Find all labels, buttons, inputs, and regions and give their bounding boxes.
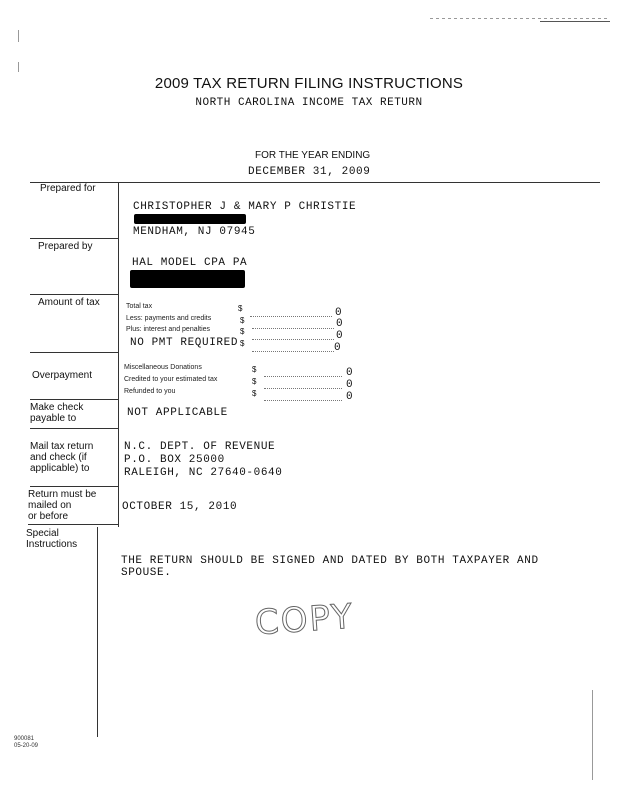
refunded-label: Refunded to you — [124, 388, 176, 395]
year-ending-date: DECEMBER 31, 2009 — [248, 166, 371, 178]
scan-artifact — [540, 21, 610, 22]
mail-to-label-line: Mail tax return — [30, 441, 94, 452]
total-tax-label: Total tax — [126, 303, 153, 310]
mail-to-label-line: applicable) to — [30, 463, 90, 474]
mail-by-label — [28, 489, 96, 522]
section-rule — [28, 524, 118, 525]
table-top-rule — [30, 182, 600, 183]
total-tax-leader — [250, 316, 332, 317]
make-check-label-line: payable to — [30, 413, 77, 424]
donations-currency: $ — [252, 365, 257, 374]
section-rule — [30, 352, 118, 353]
special-instructions-line: THE RETURN SHOULD BE SIGNED AND DATED BY BOTH TAXPAYER AND — [121, 555, 539, 567]
donations-value: 0 — [346, 367, 354, 379]
payments-credits-currency: $ — [240, 316, 245, 325]
payments-credits-label: Less: payments and credits — [126, 315, 212, 322]
form-code-line: 05-20-09 — [14, 743, 39, 749]
prepared-by-label: Prepared by — [38, 241, 93, 252]
no-payment-leader — [252, 351, 334, 352]
mail-by-label-line: Return must be — [28, 489, 97, 500]
prepared-for-label: Prepared for — [40, 183, 96, 194]
payments-credits-leader — [252, 328, 334, 329]
credited-estimated-leader — [264, 388, 342, 389]
table-column-divider-lower — [97, 527, 98, 737]
page-title: 2009 TAX RETURN FILING INSTRUCTIONS — [154, 75, 464, 92]
section-rule — [30, 238, 118, 239]
prepared-for-name: CHRISTOPHER J & MARY P CHRISTIE — [133, 201, 357, 213]
special-instructions-text — [121, 555, 539, 579]
total-tax-currency: $ — [238, 304, 243, 313]
interest-penalties-label: Plus: interest and penalties — [126, 326, 211, 333]
interest-penalties-leader — [252, 339, 334, 340]
interest-penalties-value: 0 — [336, 330, 344, 342]
overpayment-label: Overpayment — [32, 370, 93, 381]
form-code — [14, 736, 38, 750]
special-instructions-label — [26, 528, 77, 550]
table-column-divider — [118, 182, 119, 527]
no-payment-required: NO PMT REQUIRED — [130, 337, 239, 349]
copy-stamp: COPY — [253, 596, 356, 644]
redaction-bar — [130, 270, 245, 288]
payments-credits-value: 0 — [336, 318, 344, 330]
amount-of-tax-label: Amount of tax — [38, 297, 100, 308]
form-code-line: 900081 — [14, 736, 35, 742]
make-check-label-line: Make check — [30, 402, 84, 413]
special-instructions-label-line: Special — [26, 528, 59, 539]
mail-by-label-line: mailed on — [28, 500, 72, 511]
mail-to-address — [124, 441, 282, 480]
section-rule — [30, 399, 118, 400]
special-instructions-label-line: Instructions — [26, 539, 78, 550]
mail-to-address-line: N.C. DEPT. OF REVENUE — [124, 441, 276, 453]
year-ending-label: FOR THE YEAR ENDING — [255, 150, 371, 161]
make-check-label — [30, 402, 83, 424]
mail-to-label — [30, 441, 93, 474]
table-right-edge — [592, 690, 593, 780]
scan-artifact — [18, 30, 19, 42]
scan-artifact — [430, 18, 610, 19]
donations-leader — [264, 376, 342, 377]
redaction-bar — [134, 214, 246, 224]
donations-label: Miscellaneous Donations — [124, 364, 202, 371]
mail-to-address-line: P.O. BOX 25000 — [124, 454, 225, 466]
prepared-for-city: MENDHAM, NJ 07945 — [133, 226, 256, 238]
mail-by-label-line: or before — [28, 511, 69, 522]
no-payment-value: 0 — [334, 342, 342, 354]
make-check-value: NOT APPLICABLE — [127, 407, 228, 419]
mail-to-label-line: and check (if — [30, 452, 87, 463]
no-payment-currency: $ — [240, 339, 245, 348]
refunded-leader — [264, 400, 342, 401]
special-instructions-line: SPOUSE. — [121, 567, 172, 579]
mail-by-date: OCTOBER 15, 2010 — [122, 501, 238, 513]
total-tax-value: 0 — [335, 307, 343, 319]
section-rule — [30, 428, 118, 429]
section-rule — [30, 486, 118, 487]
mail-to-address-line: RALEIGH, NC 27640-0640 — [124, 467, 283, 479]
prepared-by-name: HAL MODEL CPA PA — [132, 257, 248, 269]
refunded-currency: $ — [252, 389, 257, 398]
credited-estimated-currency: $ — [252, 377, 257, 386]
interest-penalties-currency: $ — [240, 327, 245, 336]
refunded-value: 0 — [346, 391, 354, 403]
credited-estimated-value: 0 — [346, 379, 354, 391]
scan-artifact — [18, 62, 19, 72]
page-subtitle: NORTH CAROLINA INCOME TAX RETURN — [195, 97, 423, 109]
credited-estimated-label: Credited to your estimated tax — [124, 376, 218, 383]
section-rule — [30, 294, 118, 295]
